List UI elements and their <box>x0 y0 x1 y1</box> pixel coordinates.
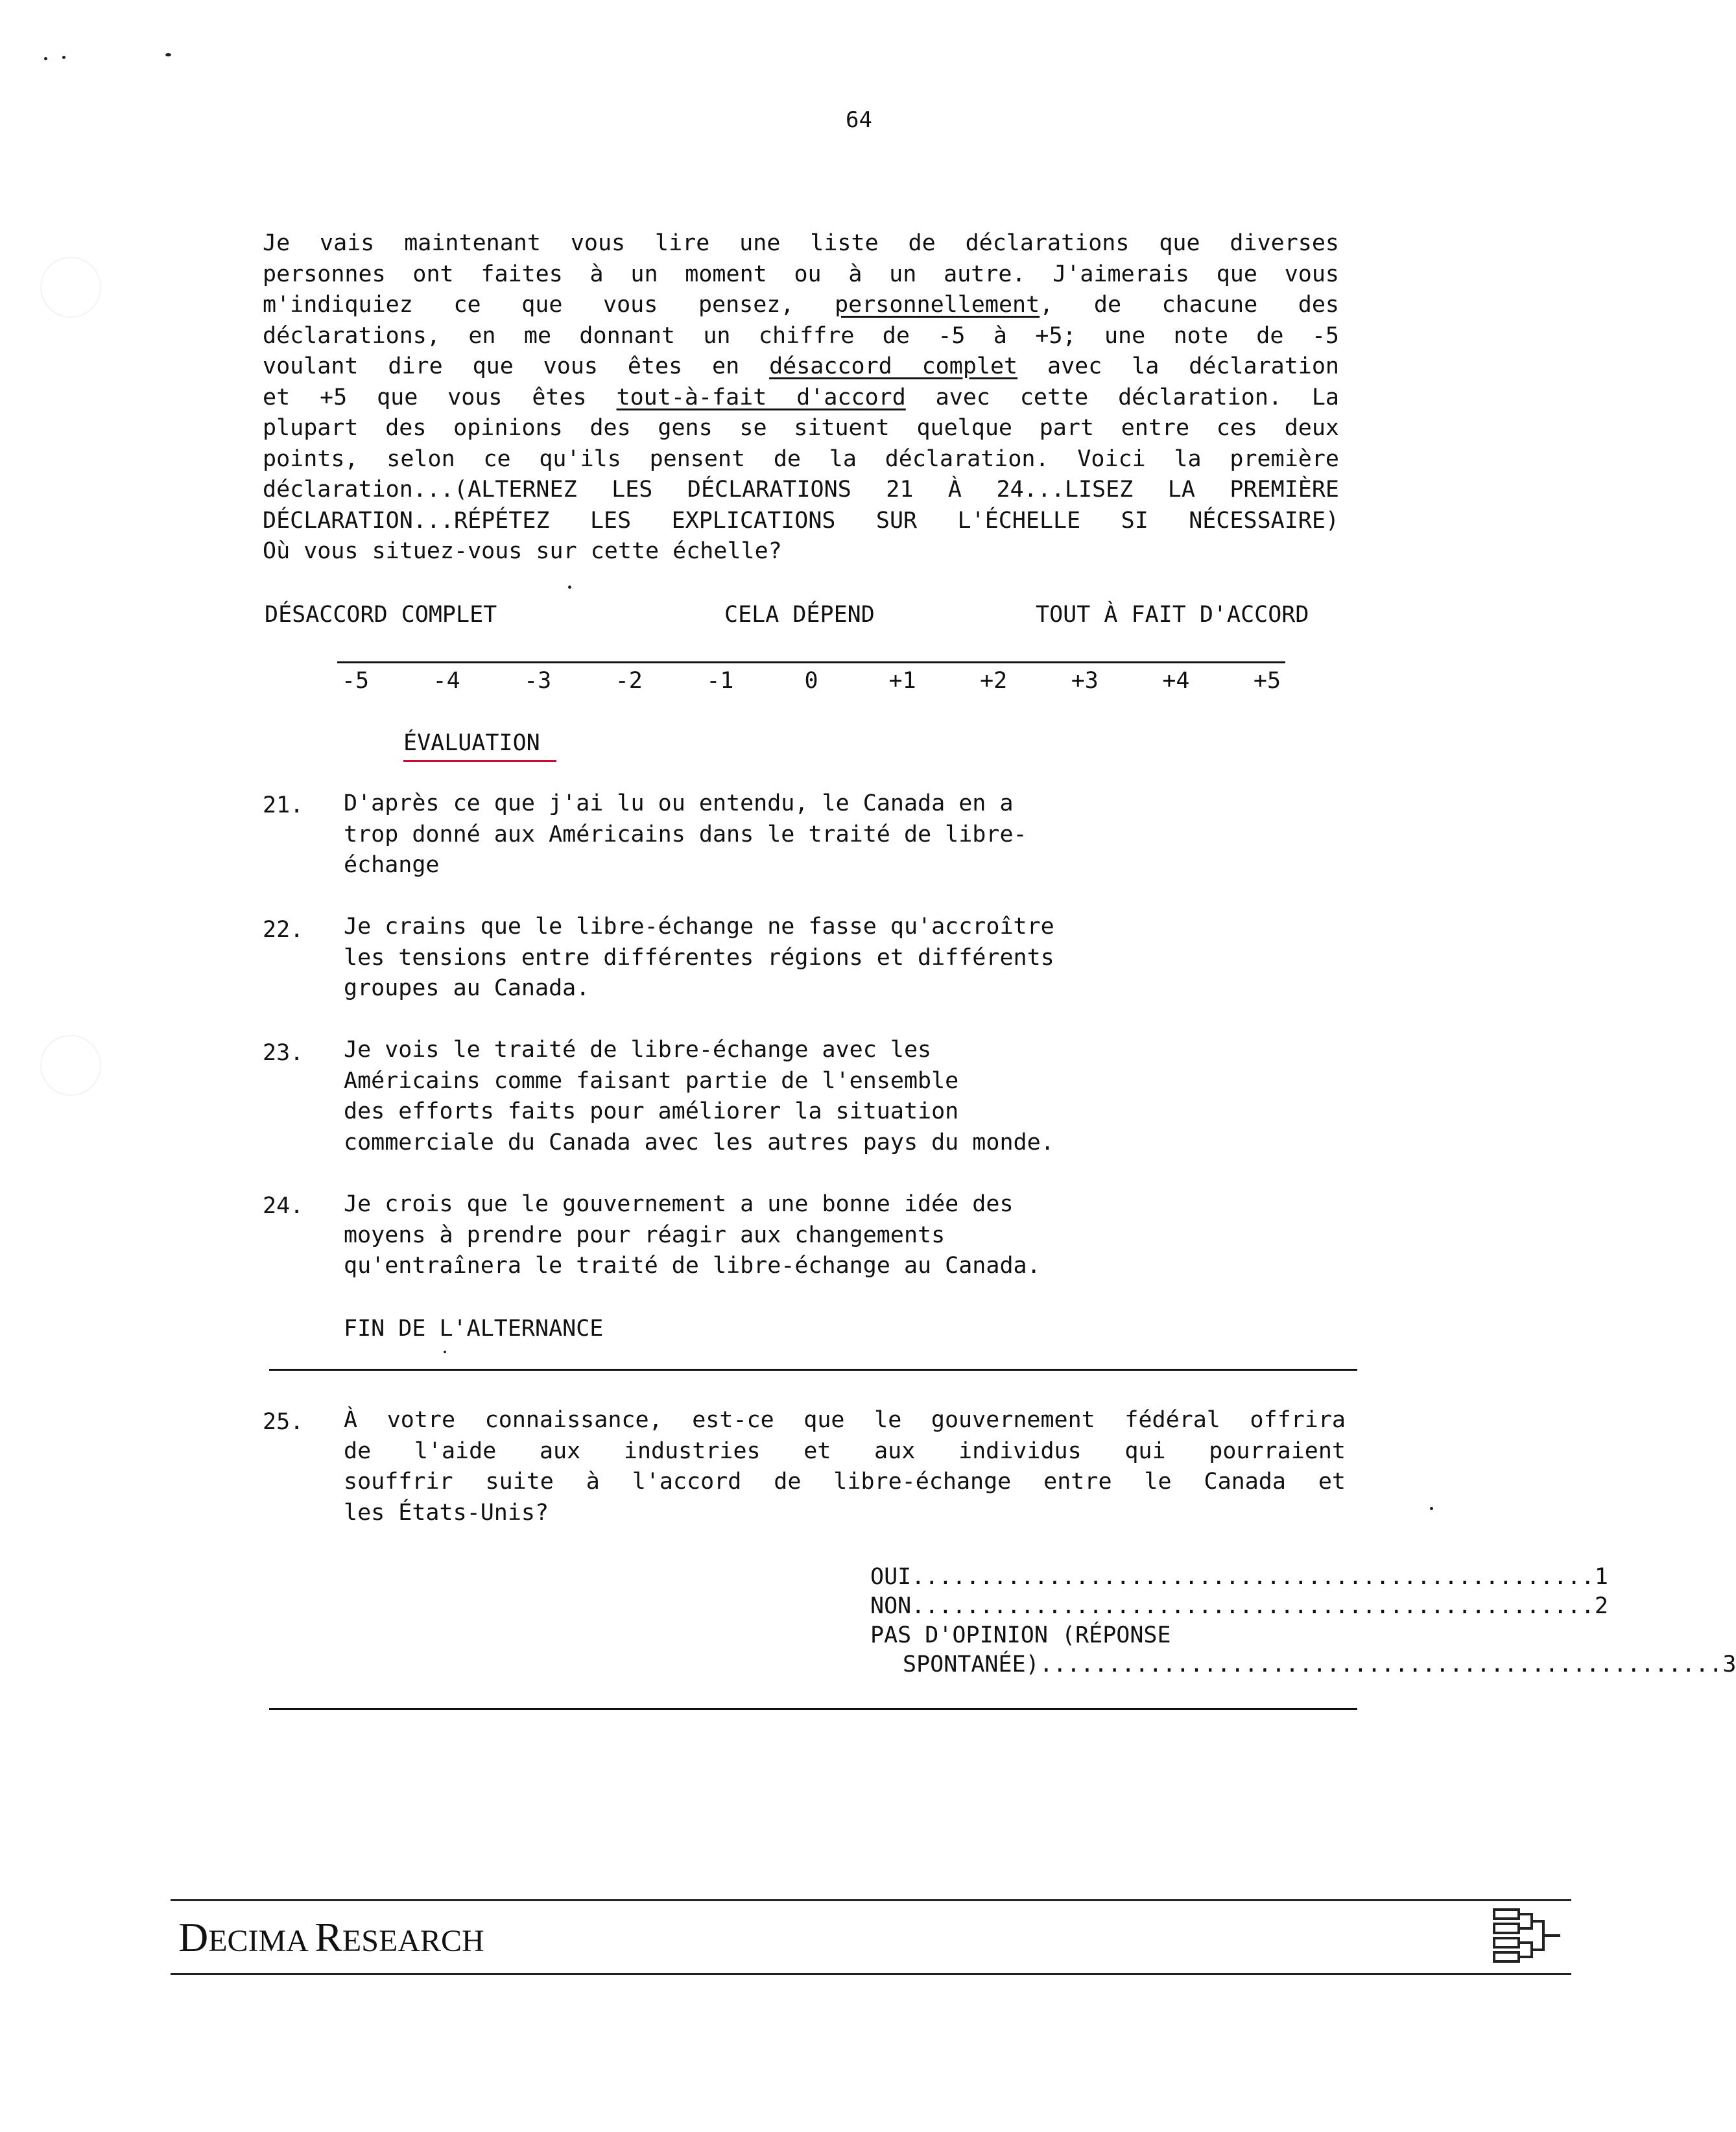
scan-speck <box>44 57 47 60</box>
question-22-text: Je crains que le libre-échange ne fasse qu'accroître les tensions entre différentes régions et différents groupes au Canada. <box>344 914 1054 1001</box>
scale-tick: +1 <box>888 668 916 694</box>
binder-hole <box>40 257 101 318</box>
scale-tick: -3 <box>524 668 552 694</box>
question-24-text: Je crois que le gouvernement a une bonne idée des moyens à prendre pour réagir aux changements qu'entraînera le traité de libre-échange au Canada. <box>344 1191 1041 1279</box>
decima-research-logo: DECIMA RESEARCH <box>178 1914 484 1960</box>
question-25-text: À votre connaissance, est-ce que le gouvernement fédéral offrira de l'aide aux industries et aux individus qui pourraient souffrir suite à l'accord de libre-échange entre le Canada et les États-Unis? <box>344 1407 1346 1526</box>
scale-tick: -1 <box>706 668 734 694</box>
question-21-text: D'après ce que j'ai lu ou entendu, le Canada en a trop donné aux Américains dans le traité de libre- échange <box>344 790 1027 878</box>
evaluation-heading: ÉVALUATION <box>403 730 540 756</box>
answer-option: SPONTANÉE) .................................................. 3 <box>903 1652 1736 1677</box>
intro-line: Où vous situez-vous sur cette échelle? <box>263 538 782 564</box>
end-alternance: FIN DE L'ALTERNANCE <box>344 1316 604 1342</box>
divider-rule <box>269 1708 1357 1710</box>
intro-line: DÉCLARATION...RÉPÉTEZ LES EXPLICATIONS SUR L'ÉCHELLE SI NÉCESSAIRE) <box>263 507 1339 534</box>
intro-line: personnes ont faites à un moment ou à un autre. J'aimerais que vous <box>263 261 1339 287</box>
intro-paragraph <box>263 228 1339 567</box>
question-number-24: 24. <box>263 1193 304 1219</box>
binder-hole <box>40 1035 101 1096</box>
footer-rule-top <box>171 1899 1571 1901</box>
underlined-desaccord-complet: désaccord complet <box>769 353 1018 379</box>
question-23-text: Je vois le traité de libre-échange avec les Américains comme faisant partie de l'ensemble des efforts faits pour améliorer la situation commerciale du Canada avec les autres pays du monde. <box>344 1037 1054 1155</box>
answer-options <box>870 1563 1736 1679</box>
question-number-22: 22. <box>263 917 304 943</box>
scan-speck <box>568 586 571 589</box>
scan-speck <box>62 56 65 59</box>
answer-option: PAS D'OPINION (RÉPONSE <box>870 1622 1171 1648</box>
intro-line: points, selon ce qu'ils pensent de la déclaration. Voici la première <box>263 445 1339 472</box>
divider-rule <box>269 1369 1357 1371</box>
underlined-personnellement: personnellement <box>835 292 1040 318</box>
scale-tick: +5 <box>1253 668 1281 694</box>
scale-tick: -2 <box>615 668 643 694</box>
scale-tick: +2 <box>980 668 1008 694</box>
question-number-23: 23. <box>263 1040 304 1066</box>
scale-line <box>337 661 1285 663</box>
question-number-25: 25. <box>263 1409 304 1435</box>
scale-tick: 0 <box>804 668 818 694</box>
intro-line: déclarations, en me donnant un chiffre de -5 à +5; une note de -5 <box>263 322 1339 349</box>
question-number-21: 21. <box>263 792 304 818</box>
scan-speck <box>1430 1507 1433 1510</box>
scan-speck <box>165 53 171 56</box>
intro-line: et +5 que vous êtes tout-à-fait d'accord avec cette déclaration. La <box>263 384 1340 410</box>
page-number: 64 <box>846 107 872 133</box>
answer-option: OUI .................................................. 1 <box>870 1564 1608 1590</box>
scale-tick: -5 <box>341 668 370 694</box>
scale-right-label: TOUT À FAIT D'ACCORD <box>1036 602 1309 628</box>
answer-option: NON .................................................. 2 <box>870 1593 1608 1619</box>
decima-mark-icon <box>1492 1906 1563 1971</box>
underlined-tout-a-fait-daccord: tout-à-fait d'accord <box>616 384 906 410</box>
footer-rule-bottom <box>171 1973 1571 1975</box>
intro-line: Je vais maintenant vous lire une liste de déclarations que diverses <box>263 230 1339 256</box>
scale-left-label: DÉSACCORD COMPLET <box>265 602 497 628</box>
scan-speck <box>444 1351 446 1353</box>
scale-tick: +4 <box>1162 668 1190 694</box>
evaluation-underline <box>403 760 556 762</box>
intro-line: m'indiquiez ce que vous pensez, personnellement, de chacune des <box>263 292 1339 318</box>
scale-tick: +3 <box>1071 668 1099 694</box>
scale-center-label: CELA DÉPEND <box>724 602 875 628</box>
intro-line: déclaration...(ALTERNEZ LES DÉCLARATIONS 21 À 24...LISEZ LA PREMIÈRE <box>263 477 1339 503</box>
intro-line: plupart des opinions des gens se situent quelque part entre ces deux <box>263 415 1339 441</box>
intro-line: voulant dire que vous êtes en désaccord complet avec la déclaration <box>263 353 1339 379</box>
scale-tick: -4 <box>433 668 460 694</box>
